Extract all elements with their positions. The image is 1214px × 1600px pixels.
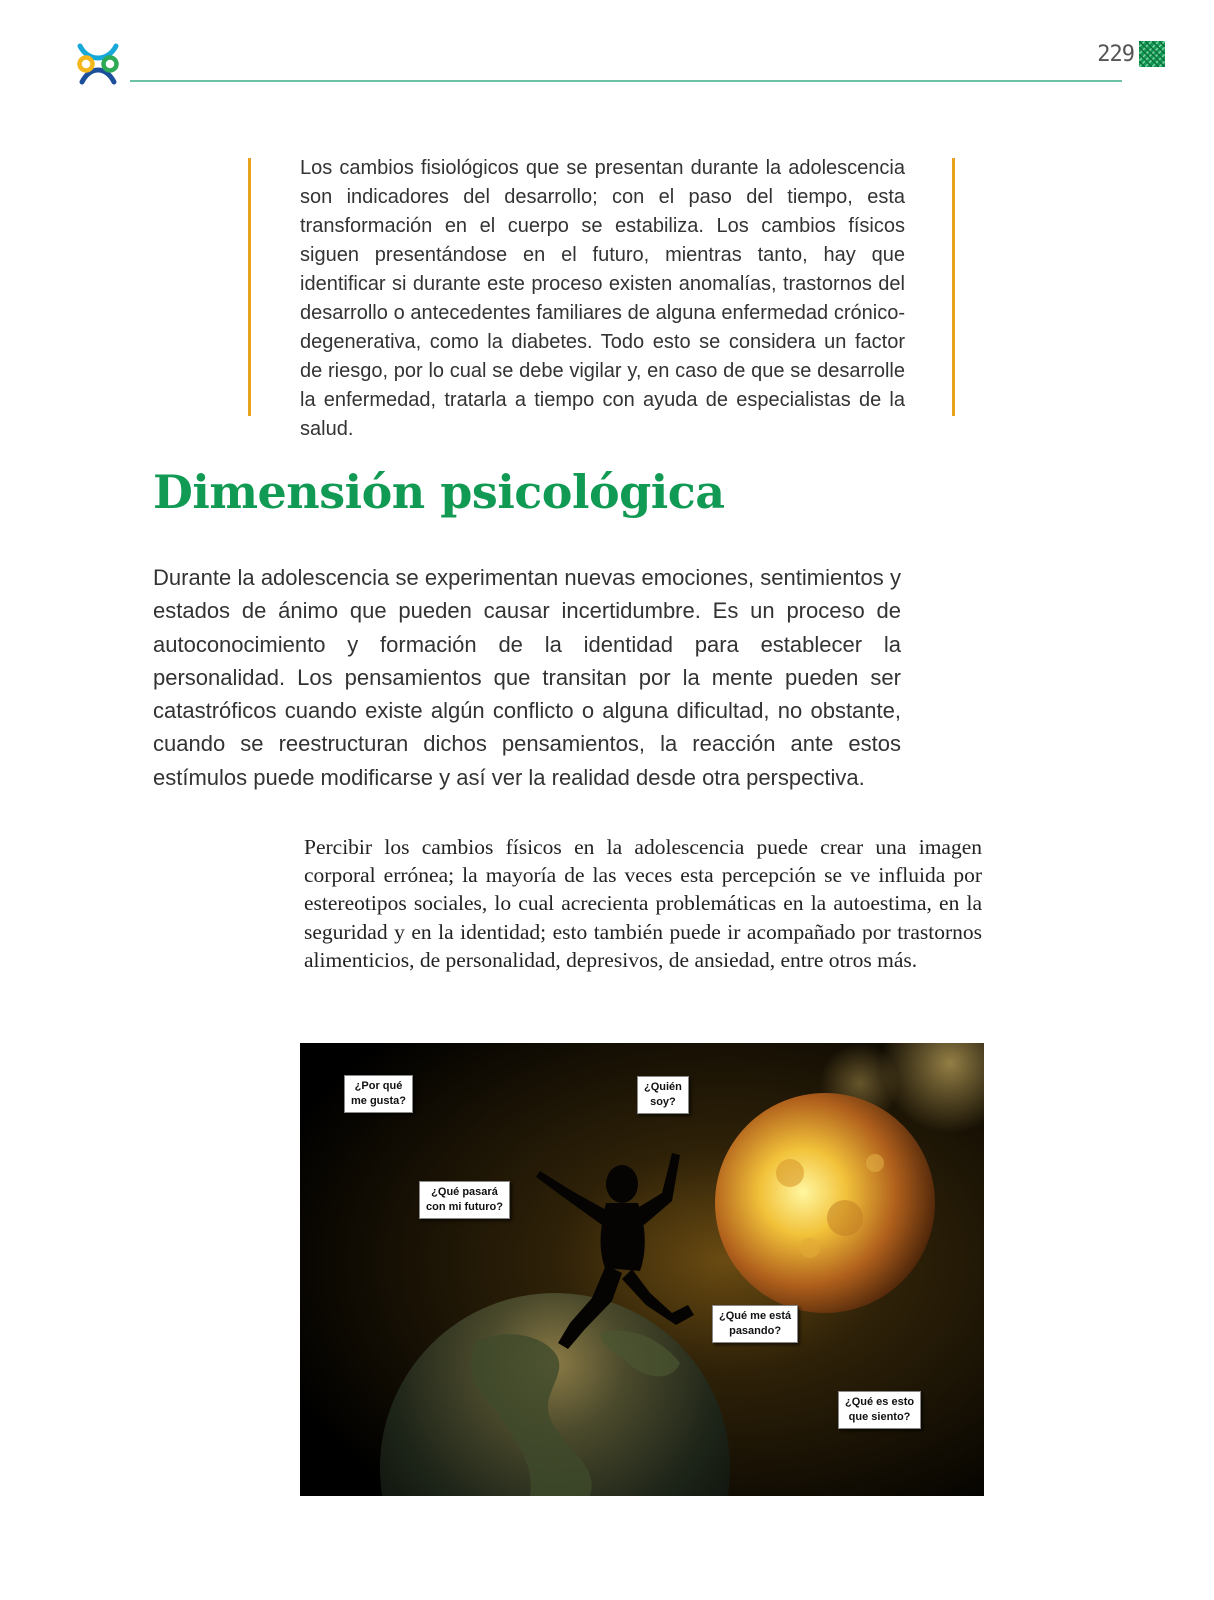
question-bubble-5-line2: que siento? (848, 1411, 911, 1423)
question-bubble-3 (419, 1181, 510, 1219)
header-rule (130, 80, 1122, 82)
question-bubble-1 (344, 1075, 413, 1113)
question-bubble-5 (838, 1391, 921, 1429)
question-bubble-2-line2: soy? (650, 1096, 676, 1108)
quote-paragraph: Percibir los cambios físicos en la adolescencia puede crear una imagen corporal errónea; la mayoría de las veces esta percepción se ve influida por estereotipos sociales, lo cual acrecienta problemáticas en la autoestima, en la seguridad y en la identidad; esto también puede ir acompañado por trastornos alimenticios, de personalidad, depresivos, de ansiedad, entre otros más. (304, 835, 982, 972)
question-bubble-4-line2: pasando? (729, 1325, 782, 1337)
question-bubble-4 (712, 1305, 798, 1343)
question-bubble-4-line1: ¿Qué me está (719, 1310, 792, 1322)
question-bubble-5-line1: ¿Qué es esto (845, 1396, 915, 1408)
illustration (300, 1043, 984, 1496)
figure-logo-icon (74, 40, 122, 88)
question-bubble-1-line2: me gusta? (351, 1095, 407, 1107)
box-right-rule (952, 158, 955, 416)
box-left-rule (248, 158, 251, 416)
question-bubble-3-line2: con mi futuro? (426, 1201, 503, 1213)
section-title: Dimensión psicológica (153, 465, 725, 519)
moon-shape (715, 1093, 935, 1313)
body-paragraph: Durante la adolescencia se experimentan nuevas emociones, sentimientos y estados de ánimo que pueden causar incertidumbre. Es un proceso de autoconocimiento y formación de la identidad para establecer la personalidad. Los pensamientos que transitan por la mente pueden ser catastróficos cuando existe algún conflicto o alguna dificultad, no obstante, cuando se reestructuran dichos pensamientos, la reacción ante estos estímulos puede modificarse y así ver la realidad desde otra perspectiva. (153, 565, 901, 790)
green-pattern-icon (1139, 41, 1165, 67)
question-bubble-3-line1: ¿Qué pasará (431, 1186, 498, 1198)
question-bubble-1-line1: ¿Por qué (354, 1080, 403, 1092)
question-bubble-2-line1: ¿Quién (644, 1081, 682, 1093)
page-number: 229 (1097, 42, 1134, 67)
boxed-paragraph: Los cambios fisiológicos que se presentan durante la adolescencia son indicadores del desarrollo; con el paso del tiempo, esta transformación en el cuerpo se estabiliza. Los cambios físicos siguen presentándose en el futuro, mientras tanto, hay que identificar si durante este proceso existen anomalías, trastornos del desarrollo o antecedentes familiares de alguna enfermedad crónico-degenerativa, como la diabetes. Todo esto se considera un factor de riesgo, por lo cual se debe vigilar y, en caso de que se desarrolle la enfermedad, tratarla a tiempo con ayuda de especialistas de la salud. (300, 157, 905, 440)
question-bubble-2 (637, 1076, 689, 1114)
